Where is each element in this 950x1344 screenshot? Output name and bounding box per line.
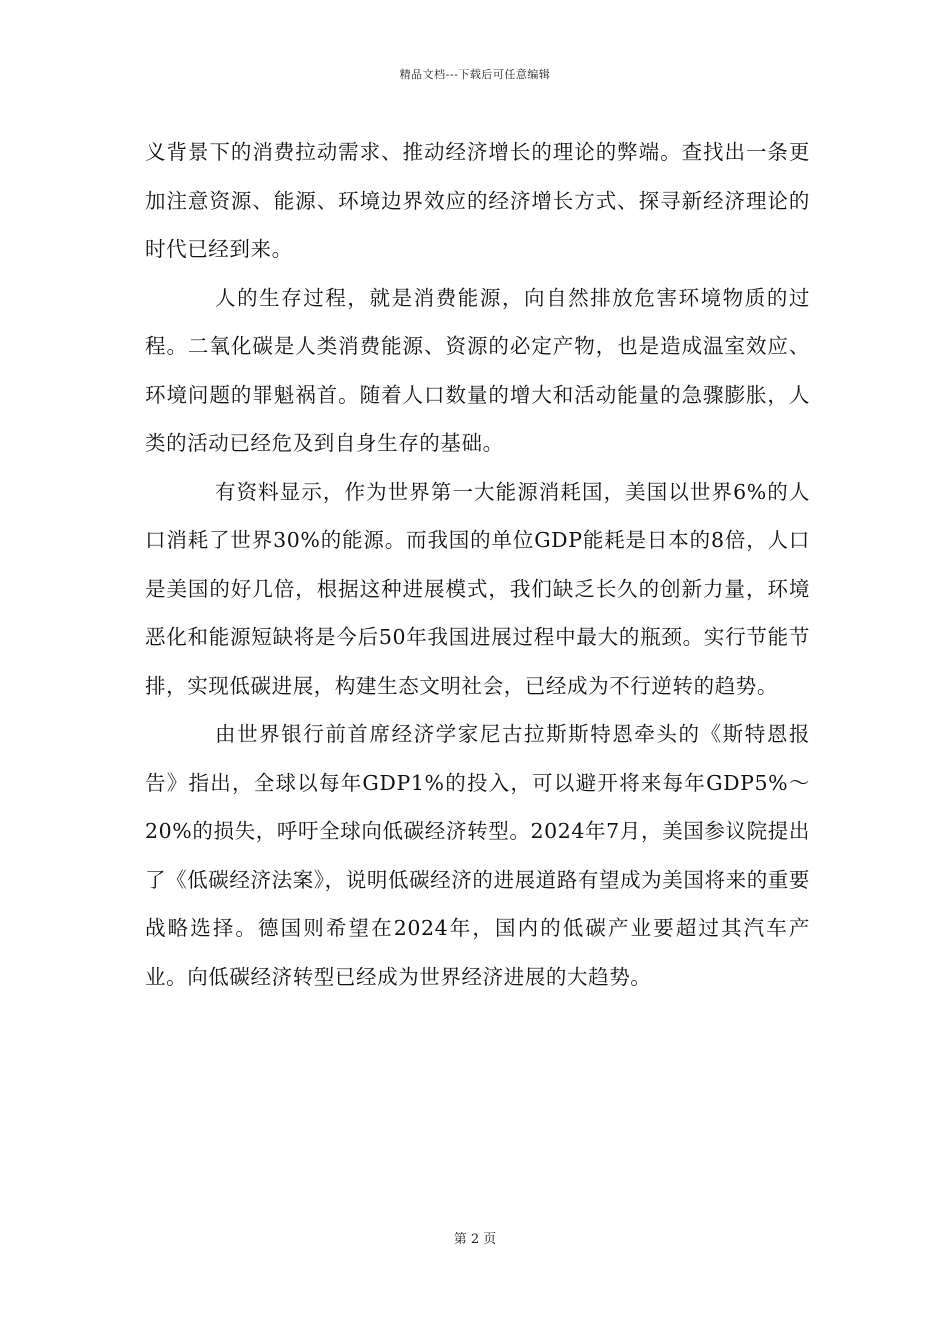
document-body: [145, 128, 810, 1001]
paragraph-2: 人的生存过程，就是消费能源，向自然排放危害环境物质的过程。二氧化碳是人类消费能源、资源的必定产物，也是造成温室效应、环境问题的罪魁祸首。随着人口数量的增大和活动能量的急骤膨胀，人类的活动已经危及到自身生存的基础。: [145, 285, 810, 455]
page-header: 精品文档---下载后可任意编辑: [399, 68, 551, 81]
page-number: 第 2 页: [453, 1232, 497, 1247]
paragraph-1: 义背景下的消费拉动需求、推动经济增长的理论的弊端。查找出一条更加注意资源、能源、环境边界效应的经济增长方式、探寻新经济理论的时代已经到来。: [145, 140, 810, 261]
paragraph-4: 由世界银行前首席经济学家尼古拉斯斯特恩牵头的《斯特恩报告》指出，全球以每年GDP1%的投入，可以避开将来每年GDP5%～20%的损失，呼吁全球向低碳经济转型。2024年7月，美国参议院提出了《低碳经济法案》，说明低碳经济的进展道路有望成为美国将来的重要战略选择。德国则希望在2024年，国内的低碳产业要超过其汽车产业。向低碳经济转型已经成为世界经济进展的大趋势。: [145, 722, 810, 989]
paragraph-3: 有资料显示，作为世界第一大能源消耗国，美国以世界6%的人口消耗了世界30%的能源。而我国的单位GDP能耗是日本的8倍，人口是美国的好几倍，根据这种进展模式，我们缺乏长久的创新力量，环境恶化和能源短缺将是今后50年我国进展过程中最大的瓶颈。实行节能节排，实现低碳进展，构建生态文明社会，已经成为不行逆转的趋势。: [145, 479, 810, 698]
